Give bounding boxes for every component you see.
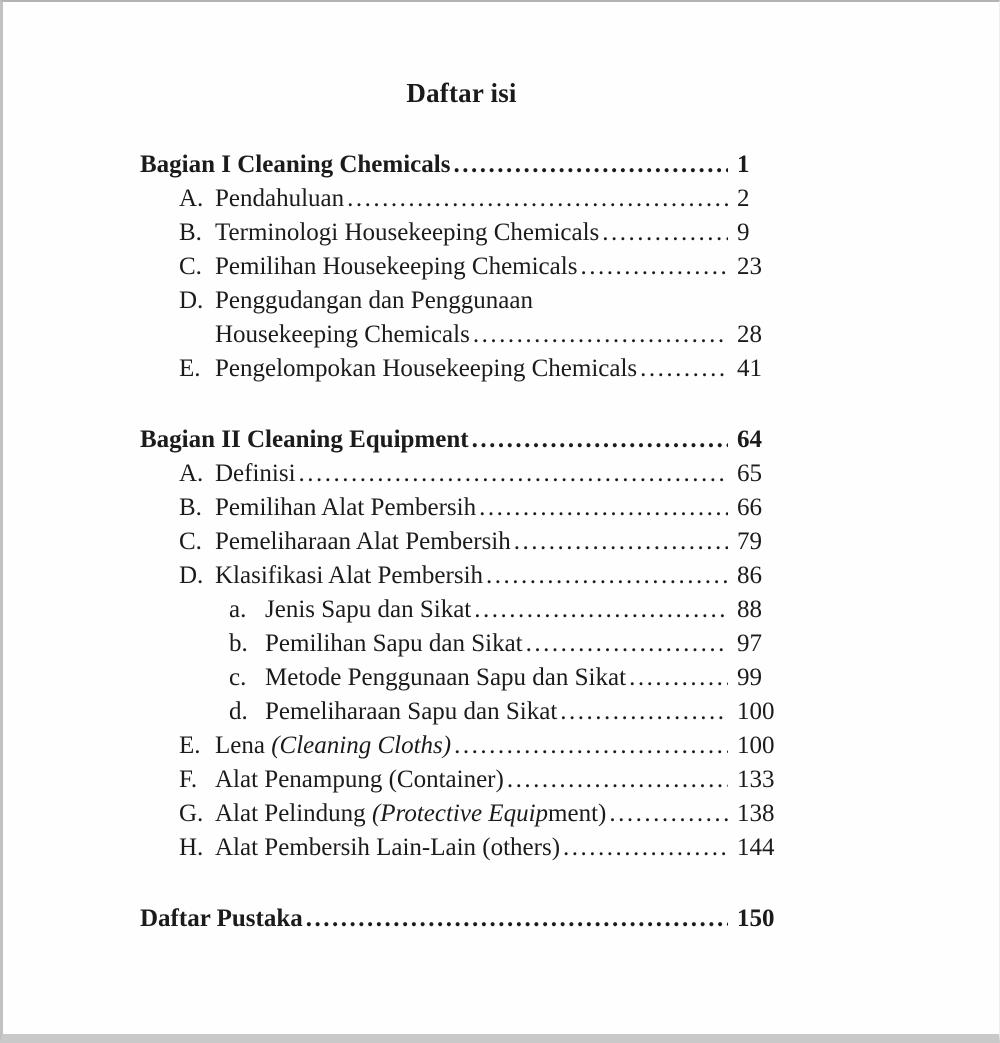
toc-entry-text-segment: Metode Penggunaan Sapu dan Sikat xyxy=(265,664,627,691)
toc-entry-row xyxy=(140,216,783,250)
toc-page-number: 133 xyxy=(737,766,775,793)
toc-page-number: 144 xyxy=(737,834,775,861)
toc-entry-text-segment: Alat Penampung (Container) xyxy=(215,766,504,793)
toc-entry-text-segment: Housekeeping Chemicals xyxy=(215,321,470,348)
toc-entry-row xyxy=(140,559,783,593)
toc-page-number: 150 xyxy=(737,905,775,932)
toc-section-heading-row xyxy=(140,148,783,182)
toc-entry-row xyxy=(140,831,783,865)
toc-page-number: 66 xyxy=(737,494,762,521)
toc-entry-row xyxy=(140,318,783,352)
toc-item-letter: F. xyxy=(179,766,198,793)
toc-page-number: 138 xyxy=(737,800,775,827)
toc-entry-text-segment: Definisi xyxy=(215,460,296,487)
toc-item-letter: B. xyxy=(179,494,202,521)
toc-entry-text xyxy=(215,763,504,797)
toc-entry-text-segment: Alat Pelindung xyxy=(215,800,372,827)
toc-dot-leader xyxy=(563,831,728,865)
toc-dot-leader xyxy=(306,902,728,936)
toc-entry-text xyxy=(215,318,470,352)
toc-page-number: 100 xyxy=(737,698,775,725)
page-content xyxy=(3,2,999,936)
toc-item-letter: G. xyxy=(179,800,204,827)
toc-entry-text xyxy=(215,250,577,284)
toc-page-number: 1 xyxy=(737,151,750,178)
toc-entry-text xyxy=(215,729,451,763)
toc-dot-leader xyxy=(454,729,728,763)
toc-entry-row xyxy=(140,695,783,729)
toc-entry-text xyxy=(265,627,523,661)
toc-entry-text xyxy=(215,352,637,386)
toc-entry-text xyxy=(265,695,557,729)
toc-entry-text-segment: Bagian I Cleaning Chemicals xyxy=(140,151,451,178)
toc-entry-text-segment: Terminologi Housekeeping Chemicals xyxy=(215,219,600,246)
toc-page-number: 100 xyxy=(737,732,775,759)
toc-entry-row xyxy=(140,593,783,627)
toc-entry-text-segment: Lena xyxy=(215,732,272,759)
toc-dot-leader xyxy=(602,216,728,250)
toc-entry-row xyxy=(140,525,783,559)
toc-section-heading-row xyxy=(140,902,783,936)
toc-item-letter: D. xyxy=(179,562,204,589)
toc-entry-text-segment: Pendahuluan xyxy=(215,185,345,212)
toc-entry-row xyxy=(140,797,783,831)
toc-dot-leader xyxy=(299,457,728,491)
toc-item-letter: B. xyxy=(179,219,202,246)
toc-dot-leader xyxy=(560,695,728,729)
toc-dot-leader xyxy=(580,250,728,284)
toc-item-letter: E. xyxy=(179,355,201,382)
toc-entry-row xyxy=(140,352,783,386)
toc-section-heading-text xyxy=(140,902,303,936)
toc-section-heading-text xyxy=(140,148,450,182)
toc-entry-text xyxy=(215,797,606,831)
toc-entry-text xyxy=(215,559,483,593)
toc-entry-row xyxy=(140,284,783,318)
toc-page-number: 99 xyxy=(737,664,762,691)
toc-entry-text xyxy=(215,284,533,318)
toc-entry-text-segment: Jenis Sapu dan Sikat xyxy=(265,596,472,623)
toc-entry-text-segment: Pemilihan Alat Pembersih xyxy=(215,494,477,521)
toc-page-number: 64 xyxy=(737,426,762,453)
toc-dot-leader xyxy=(507,763,728,797)
toc-entry-text xyxy=(265,661,626,695)
toc-entry-text-segment: Penggudangan dan Penggunaan xyxy=(215,287,533,314)
toc-entry-text xyxy=(215,831,560,865)
toc-item-letter: c. xyxy=(229,664,247,691)
toc-entry-text xyxy=(215,525,511,559)
toc-entry-row xyxy=(140,763,783,797)
toc-section-heading-row xyxy=(140,423,783,457)
toc-entry-text xyxy=(215,491,476,525)
toc-entry-text xyxy=(215,182,344,216)
toc-page-number: 65 xyxy=(737,460,762,487)
toc-entry-row xyxy=(140,627,783,661)
toc-list xyxy=(140,148,783,936)
toc-page-number: 28 xyxy=(737,321,762,348)
toc-page-number: 23 xyxy=(737,253,762,280)
toc-entry-text xyxy=(265,593,471,627)
toc-item-letter: d. xyxy=(229,698,248,725)
toc-entry-text-segment: Pemilihan Housekeeping Chemicals xyxy=(215,253,578,280)
toc-item-letter: b. xyxy=(229,630,248,657)
toc-dot-leader xyxy=(514,525,728,559)
toc-item-letter: D. xyxy=(179,287,204,314)
toc-item-letter: a. xyxy=(229,596,247,623)
toc-entry-text-segment: Pemeliharaan Alat Pembersih xyxy=(215,528,511,555)
toc-page-number: 86 xyxy=(737,562,762,589)
toc-entry-text-segment: Bagian II Cleaning Equipment xyxy=(140,426,469,453)
toc-entry-text xyxy=(215,216,599,250)
toc-page-number: 41 xyxy=(737,355,762,382)
toc-item-letter: H. xyxy=(179,834,204,861)
toc-entry-text-segment: Klasifikasi Alat Pembersih xyxy=(215,562,484,589)
toc-page-number: 88 xyxy=(737,596,762,623)
toc-entry-text-italic-segment: (Cleaning Cloths) xyxy=(271,732,452,759)
toc-entry-text-segment: Pengelompokan Housekeeping Chemicals xyxy=(215,355,638,382)
toc-entry-row xyxy=(140,182,783,216)
toc-dot-leader xyxy=(347,182,728,216)
toc-entry-text-segment: Daftar Pustaka xyxy=(140,905,303,932)
toc-entry-text-segment: Alat Pembersih Lain-Lain (others) xyxy=(215,834,561,861)
toc-item-letter: A. xyxy=(179,185,204,212)
toc-dot-leader xyxy=(629,661,728,695)
toc-dot-leader xyxy=(609,797,728,831)
toc-dot-leader xyxy=(474,593,728,627)
toc-entry-text xyxy=(215,457,296,491)
toc-entry-text-segment: Pemilihan Sapu dan Sikat xyxy=(265,630,523,657)
toc-dot-leader xyxy=(486,559,728,593)
toc-dot-leader xyxy=(640,352,728,386)
toc-entry-text-italic-segment: (Protective Equip xyxy=(371,800,549,827)
toc-item-letter: C. xyxy=(179,528,202,555)
toc-dot-leader xyxy=(473,318,728,352)
toc-entry-row xyxy=(140,729,783,763)
toc-page-number: 2 xyxy=(737,185,750,212)
toc-dot-leader xyxy=(453,148,728,182)
toc-item-letter: A. xyxy=(179,460,204,487)
toc-entry-text-segment: Pemeliharaan Sapu dan Sikat xyxy=(265,698,558,725)
toc-entry-row xyxy=(140,457,783,491)
toc-dot-leader xyxy=(526,627,728,661)
toc-page-number: 79 xyxy=(737,528,762,555)
toc-entry-row xyxy=(140,661,783,695)
toc-dot-leader xyxy=(472,423,728,457)
toc-page-number: 97 xyxy=(737,630,762,657)
toc-section-heading-text xyxy=(140,423,469,457)
toc-dot-leader xyxy=(479,491,728,525)
toc-entry-text-segment: ment) xyxy=(548,800,607,827)
page-title: Daftar isi xyxy=(406,78,517,108)
toc-page-number: 9 xyxy=(737,219,750,246)
toc-entry-row xyxy=(140,250,783,284)
toc-item-letter: C. xyxy=(179,253,202,280)
toc-entry-row xyxy=(140,491,783,525)
toc-item-letter: E. xyxy=(179,732,201,759)
